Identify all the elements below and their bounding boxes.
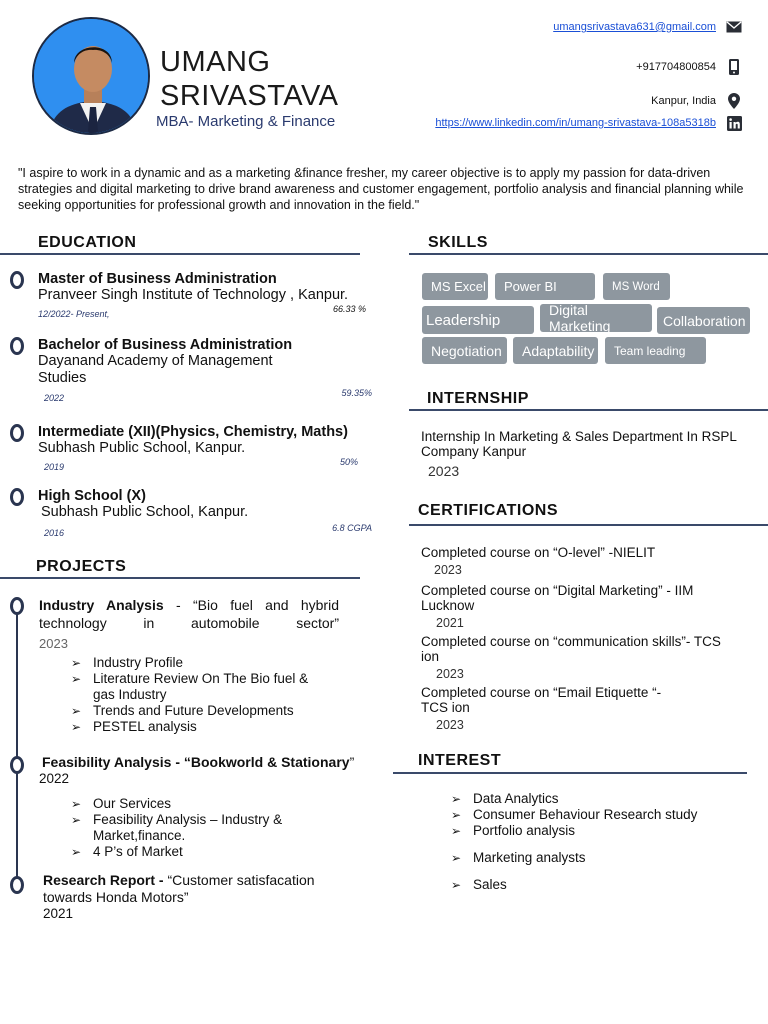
education-period: 2019: [44, 462, 65, 472]
education-item: [38, 337, 374, 403]
certification-text: Completed course on “Digital Marketing” - IIM Lucknow: [421, 583, 694, 613]
certifications-divider: [409, 524, 768, 526]
name-line-1: UMANG: [160, 46, 271, 78]
project-separator: -: [163, 597, 193, 613]
skill-chip: Power BI: [495, 273, 595, 300]
candidate-name: [160, 45, 339, 113]
skill-chip: MS Excel: [422, 273, 488, 300]
project-point: ➢ 4 P’s of Market: [71, 844, 311, 860]
internship-heading: INTERNSHIP: [427, 390, 529, 407]
project-description: ”: [349, 754, 355, 770]
institute-name: Pranveer Singh Institute of Technology , Kanpur.: [38, 287, 349, 303]
interest-item: ➢ Portfolio analysis: [451, 823, 751, 839]
education-period: 2016: [44, 528, 65, 538]
project-title: Industry Analysis: [39, 597, 164, 613]
location-pin-icon: [726, 93, 742, 109]
skill-chip: Negotiation: [422, 337, 507, 364]
contact-location: [651, 93, 742, 109]
degree-title: Bachelor of Business Administration: [38, 337, 293, 353]
degree-title: Master of Business Administration: [38, 271, 277, 287]
institute-name: Dayanand Academy of Management Studies: [38, 353, 273, 386]
project-description: “Bio fuel and hybrid technology in automobile sector”: [39, 597, 339, 631]
linkedin-link[interactable]: https://www.linkedin.com/in/umang-srivastava-108a5318b: [435, 117, 716, 129]
interest-heading: INTEREST: [418, 752, 502, 769]
education-item: [38, 488, 374, 538]
project-point: ➢ Industry Profile: [71, 655, 311, 671]
project-year: 2023: [39, 636, 68, 651]
name-line-2: SRIVASTAVA: [160, 80, 339, 112]
project-item: [43, 872, 343, 921]
education-period: 12/2022- Present,: [38, 309, 110, 319]
job-subtitle: MBA- Marketing & Finance: [156, 113, 336, 130]
education-score: 6.8 CGPA: [332, 523, 372, 533]
project-points: [71, 796, 311, 860]
internship-year: 2023: [428, 463, 460, 479]
project-title: Research Report -: [43, 872, 164, 888]
certification-text: Completed course on “Email Etiquette “- TCS ion: [421, 685, 662, 715]
interest-item: ➢ Marketing analysts: [451, 850, 751, 866]
project-point: ➢ Trends and Future Developments: [71, 703, 311, 719]
profile-photo: [32, 17, 150, 135]
certification-year: 2021: [436, 616, 464, 630]
project-title: Feasibility Analysis - “Bookworld & Stationary: [42, 754, 350, 770]
interest-divider: [393, 772, 747, 774]
project-item: [39, 596, 339, 735]
skill-chip: MS Word: [603, 273, 670, 300]
interest-list: [451, 791, 751, 893]
certification-year: 2023: [436, 667, 464, 681]
institute-name: Subhash Public School, Kanpur.: [38, 440, 246, 456]
interest-item: ➢ Consumer Behaviour Research study: [451, 807, 751, 823]
phone-number: +917704800854: [636, 61, 716, 73]
email-link[interactable]: umangsrivastava631@gmail.com: [553, 21, 716, 33]
certification-list: [421, 545, 741, 736]
skills-heading: SKILLS: [428, 234, 488, 251]
contact-phone: [636, 59, 742, 75]
certification-item: [421, 545, 741, 583]
certifications-heading: CERTIFICATIONS: [418, 502, 559, 519]
skills-divider: [409, 253, 768, 255]
certification-item: [421, 583, 741, 634]
skill-chip: Team leading: [605, 337, 706, 364]
project-point: ➢ PESTEL analysis: [71, 719, 311, 735]
project-point: ➢ Literature Review On The Bio fuel & gas Industry: [71, 671, 311, 703]
projects-heading: PROJECTS: [36, 558, 127, 575]
timeline-dot: [10, 337, 24, 355]
project-year: 2022: [39, 771, 70, 786]
certification-item: [421, 685, 741, 736]
timeline-dot: [10, 756, 24, 774]
skill-chip: Adaptability: [513, 337, 598, 364]
certification-year: 2023: [436, 718, 464, 732]
education-score: 66.33 %: [332, 304, 366, 314]
education-heading: EDUCATION: [38, 234, 137, 251]
education-score: 50%: [339, 457, 358, 467]
interest-item: ➢ Data Analytics: [451, 791, 751, 807]
timeline-dot: [10, 876, 24, 894]
contact-email: [553, 19, 742, 35]
internship-text: Internship In Marketing & Sales Department In RSPL Company Kanpur: [421, 429, 737, 459]
skill-chip: Leadership: [422, 306, 534, 334]
project-description: “Customer satisfacation towards Honda Motors”: [43, 872, 315, 905]
education-score: 59.35%: [341, 388, 372, 398]
education-divider: [0, 253, 360, 255]
project-point: ➢ Feasibility Analysis – Industry & Market,finance.: [71, 812, 311, 844]
degree-title: Intermediate (XII)(Physics, Chemistry, Maths): [38, 424, 348, 440]
career-objective: "I aspire to work in a dynamic and as a marketing &finance fresher, my career objective is to apply my passion for data-driven strategies and digital marketing to drive brand awareness and customer engagement, portfolio analysis and financial planning while seeking opportunities for professional growth and innovation in the field.": [18, 166, 744, 212]
institute-name: Subhash Public School, Kanpur.: [41, 504, 249, 520]
certification-text: Completed course on “O-level” -NIELIT: [421, 545, 656, 560]
certification-text: Completed course on “communication skills”- TCS ion: [421, 634, 721, 664]
timeline-dot: [10, 597, 24, 615]
project-point: ➢ Our Services: [71, 796, 311, 812]
education-timeline: [16, 272, 18, 498]
education-item: [38, 424, 374, 472]
projects-divider: [0, 577, 360, 579]
education-period: 2022: [44, 393, 65, 403]
linkedin-icon: [726, 115, 742, 131]
contact-linkedin: [435, 115, 742, 131]
degree-title: High School (X): [38, 488, 146, 504]
location-text: Kanpur, India: [651, 95, 716, 107]
certification-item: [421, 634, 741, 685]
internship-divider: [409, 409, 768, 411]
interest-item: ➢ Sales: [451, 877, 751, 893]
skill-chip: Collaboration: [657, 307, 750, 334]
project-points: [71, 655, 311, 735]
projects-timeline: [16, 612, 18, 880]
phone-icon: [726, 59, 742, 75]
timeline-dot: [10, 271, 24, 289]
mail-icon: [726, 19, 742, 35]
timeline-dot: [10, 488, 24, 506]
education-item: [38, 271, 374, 319]
project-year: 2021: [43, 906, 74, 921]
skill-chip: Digital Marketing: [540, 304, 652, 332]
timeline-dot: [10, 424, 24, 442]
project-item: [39, 753, 362, 860]
certification-year: 2023: [434, 563, 462, 577]
